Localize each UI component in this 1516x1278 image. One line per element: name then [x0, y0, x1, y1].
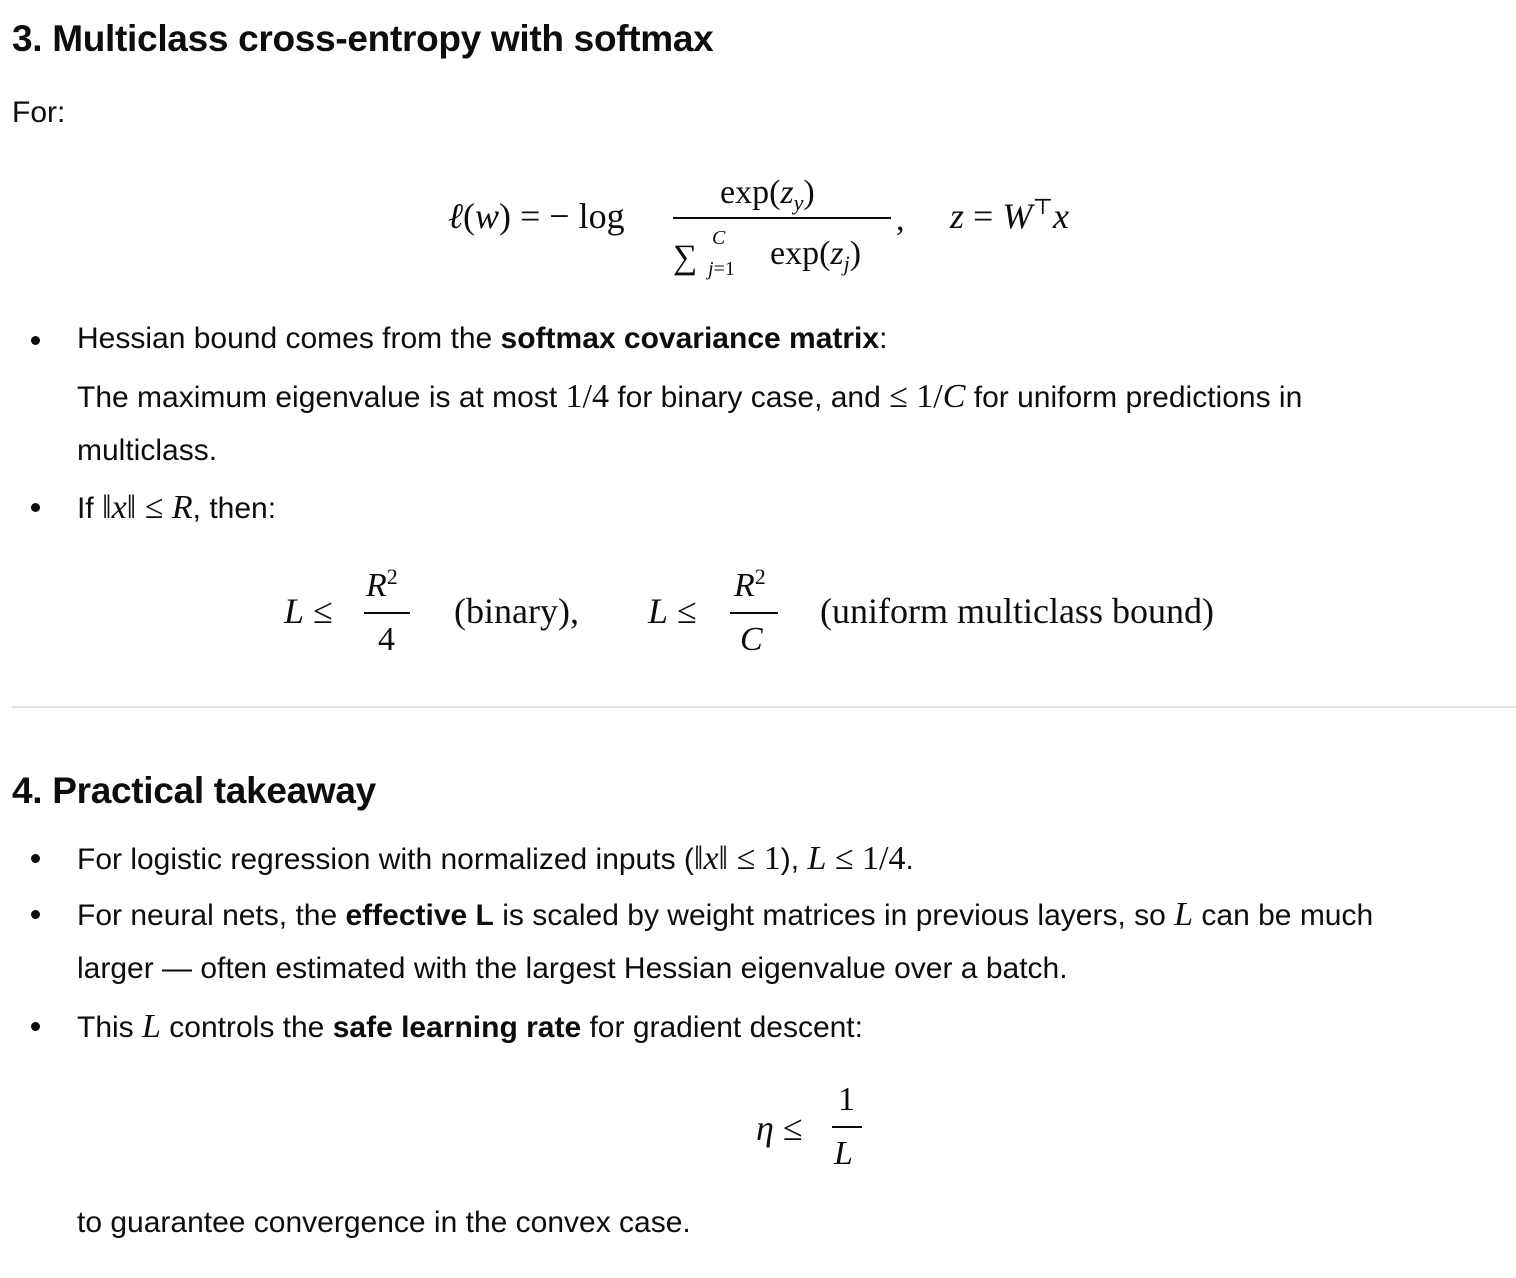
- bullet-text: For neural nets, the: [77, 899, 346, 932]
- inline-math: L: [1174, 896, 1194, 933]
- svg-text:ℓ(w) = − log: ℓ(w) = − log: [448, 196, 625, 236]
- bullet-hessian-line2: [77, 378, 1302, 416]
- bullet-logistic: [77, 840, 914, 878]
- bound-equation: [270, 556, 1290, 666]
- bullet-hessian-line1: [77, 322, 887, 356]
- bullet-text: ),: [780, 843, 808, 876]
- section-3-heading: 3. Multiclass cross-entropy with softmax: [12, 18, 714, 59]
- svg-text:exp(zy): $\exp(z_y)$: [720, 174, 815, 215]
- loss-equation: [430, 160, 1130, 290]
- svg-text:1: 1: [838, 1081, 855, 1118]
- bullet-dot: [31, 1022, 40, 1031]
- svg-text:∑: ∑: [673, 239, 698, 276]
- svg-text:η ≤: η ≤: [756, 1108, 803, 1148]
- bold-term: safe learning rate: [332, 1011, 582, 1044]
- bullet-dot: [31, 854, 40, 863]
- learning-rate-equation: [740, 1072, 900, 1182]
- svg-text:L: L: [834, 1135, 853, 1172]
- bullet-text: for gradient descent:: [581, 1011, 863, 1044]
- bold-term: softmax covariance matrix: [500, 322, 880, 355]
- bullet-text: for binary case, and: [608, 381, 890, 414]
- bullet-dot: [31, 336, 40, 345]
- inline-math: ≤ 1/C: [889, 378, 966, 415]
- bullet-text: , then:: [192, 492, 277, 525]
- bullet-text: is scaled by weight matrices in previous layers, so: [493, 899, 1175, 932]
- inline-math: ‖x‖ ≤ R: [102, 489, 193, 526]
- closing-text: to guarantee convergence in the convex case.: [77, 1206, 691, 1239]
- svg-text:4: 4: [378, 621, 395, 658]
- bullet-text: :: [879, 322, 888, 355]
- svg-text:exp(zj): $\exp(z_j)$: [770, 235, 862, 276]
- svg-text:L ≤: L ≤: [648, 591, 697, 631]
- svg-text:C: C: [712, 227, 726, 249]
- bullet-text: This: [77, 1011, 143, 1044]
- svg-text:(binary),: (binary),: [454, 591, 579, 631]
- inline-math: 1/4: [565, 378, 609, 415]
- bullet-dot: [31, 503, 40, 512]
- bullet-norm-condition: [77, 489, 276, 527]
- section-divider: [12, 706, 1516, 708]
- svg-text:,: ,: [896, 201, 905, 238]
- bullet-learning-rate: [77, 1008, 863, 1046]
- svg-text:L ≤: L ≤: [284, 591, 333, 631]
- svg-text:z = W⊤x: z = W⊤x: [950, 194, 1070, 236]
- bold-term: effective L: [345, 899, 494, 932]
- bullet-text: For logistic regression with normalized inputs (: [77, 843, 694, 876]
- svg-text:j=1: j=1: [708, 258, 735, 280]
- section-4-heading: 4. Practical takeaway: [12, 770, 376, 811]
- bullet-dot: [31, 910, 40, 919]
- inline-math: ‖x‖ ≤ 1: [693, 840, 781, 877]
- svg-text:R2: $R^2$: [366, 564, 398, 604]
- svg-text:R2: $R^2$: [734, 564, 766, 604]
- bullet-text: can be much: [1193, 899, 1374, 932]
- bullet-neural-nets-line2: larger — often estimated with the largest Hessian eigenvalue over a batch.: [77, 952, 1068, 985]
- bullet-neural-nets-line1: [77, 896, 1373, 934]
- bullet-text: Hessian bound comes from the: [77, 322, 501, 355]
- bullet-text: .: [905, 843, 914, 876]
- bullet-text: for uniform predictions in: [965, 381, 1303, 414]
- svg-text:C: C: [740, 621, 763, 658]
- bullet-text: If: [77, 492, 103, 525]
- bullet-text: controls the: [160, 1011, 333, 1044]
- bullet-hessian-line3: multiclass.: [77, 434, 218, 467]
- inline-math: L: [142, 1008, 161, 1045]
- for-label: For:: [12, 96, 66, 129]
- bullet-text: The maximum eigenvalue is at most: [77, 381, 566, 414]
- inline-math: L ≤ 1/4: [807, 840, 906, 877]
- svg-text:(uniform multiclass bound): (uniform multiclass bound): [820, 591, 1214, 631]
